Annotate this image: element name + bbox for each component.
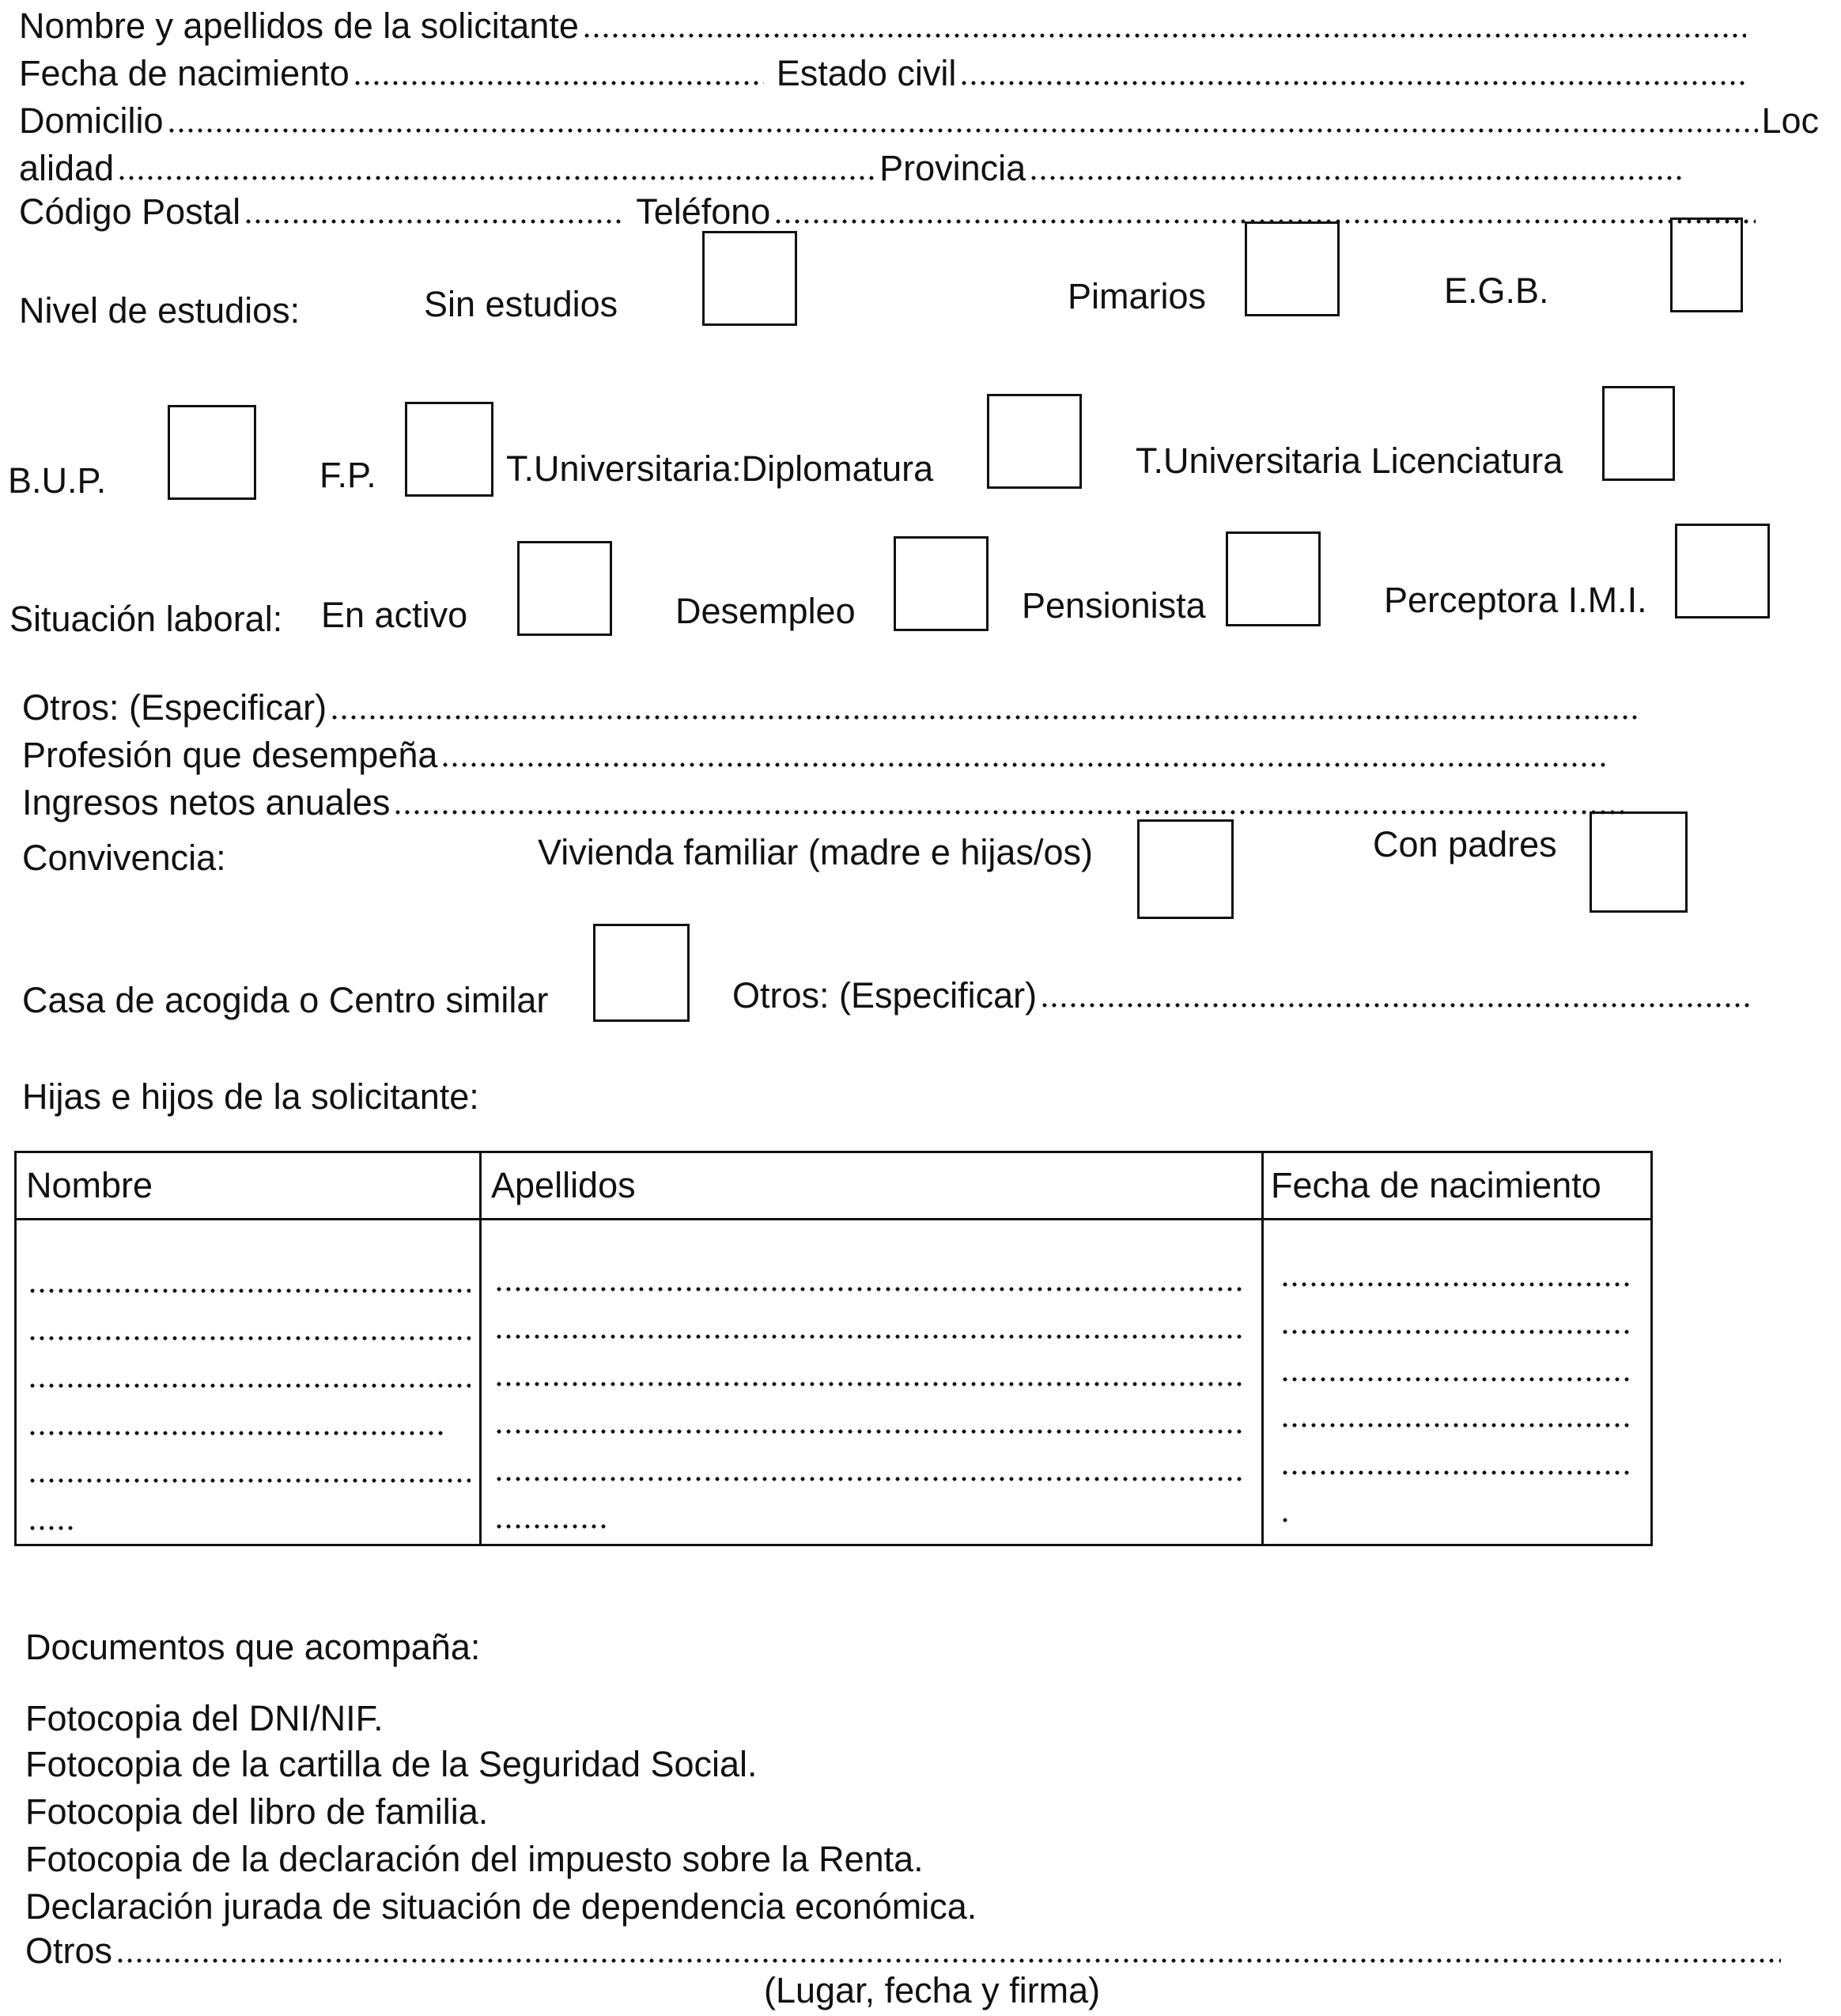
convivencia-otros-label: Otros: (Especificar): [732, 975, 1038, 1016]
estudios-option-label: F.P.: [319, 455, 376, 495]
convivencia-option-label: Vivienda familiar (madre e hijas/os): [538, 832, 1093, 872]
laboral-option-label: Perceptora I.M.I.: [1384, 580, 1647, 620]
domicilio-label: Domicilio: [19, 100, 164, 141]
licenciatura-checkbox[interactable]: [1602, 386, 1675, 481]
estado-civil-label: Estado civil: [776, 53, 957, 93]
estudios-option-label: T.Universitaria:Diplomatura: [506, 448, 934, 489]
estudios-option-label: B.U.P.: [8, 460, 107, 501]
localidad-dotted-field[interactable]: [117, 175, 876, 181]
bup-checkbox[interactable]: [168, 405, 256, 500]
estudios-option-label: Pimarios: [1068, 276, 1207, 316]
alidad-provincia-line: [19, 150, 1688, 186]
en-activo-checkbox[interactable]: [517, 541, 612, 636]
laboral-label: Situación laboral:: [9, 599, 283, 639]
nombre-line[interactable]: [19, 6, 1749, 46]
convivencia-option-label: Con padres: [1373, 824, 1557, 864]
primarios-checkbox[interactable]: [1245, 221, 1340, 316]
perceptora-imi-checkbox[interactable]: [1675, 524, 1770, 618]
laboral-option-label: Desempleo: [675, 591, 856, 631]
hijos-table: [14, 1151, 1653, 1546]
nombre-dotted-field[interactable]: [582, 32, 1746, 39]
table-cell-nombre[interactable]: [28, 1430, 447, 1436]
telefono-label: Teléfono: [636, 191, 771, 232]
ingresos-dotted-field[interactable]: [393, 809, 1629, 815]
table-cell-apellidos[interactable]: [494, 1381, 1246, 1387]
convivencia-label: Convivencia:: [22, 838, 226, 878]
documento-item: Declaración jurada de situación de dependencia económica.: [25, 1886, 977, 1927]
documento-item: Fotocopia del libro de familia.: [25, 1791, 489, 1832]
otros-dotted-field[interactable]: [330, 714, 1642, 721]
desempleo-checkbox[interactable]: [894, 536, 989, 631]
documento-item: Fotocopia del DNI/NIF.: [25, 1698, 384, 1738]
codigo-telefono-line: [19, 191, 1759, 232]
table-cell-fecha[interactable]: [1280, 1329, 1631, 1335]
convivencia-option-label: Casa de acogida o Centro similar: [22, 980, 549, 1020]
loc-label: Loc: [1761, 100, 1819, 141]
table-cell-apellidos[interactable]: [494, 1523, 608, 1530]
con-padres-checkbox[interactable]: [1590, 811, 1688, 913]
table-header-apellidos: Apellidos: [491, 1165, 636, 1205]
table-cell-nombre[interactable]: [28, 1477, 471, 1484]
ingresos-label: Ingresos netos anuales: [22, 782, 391, 823]
table-cell-fecha[interactable]: [1280, 1517, 1290, 1523]
fecha-estado-line: [19, 55, 1749, 91]
table-column-divider: [479, 1153, 482, 1544]
pensionista-checkbox[interactable]: [1226, 531, 1321, 626]
table-cell-apellidos[interactable]: [494, 1476, 1246, 1482]
documentos-otros-label: Otros: [25, 1931, 113, 1971]
table-cell-fecha[interactable]: [1280, 1422, 1631, 1428]
codigo-postal-label: Código Postal: [19, 191, 241, 232]
table-cell-nombre[interactable]: [28, 1382, 471, 1389]
provincia-dotted-field[interactable]: [1029, 175, 1684, 181]
fecha-nacimiento-label: Fecha de nacimiento: [19, 53, 350, 93]
fecha-nacimiento-dotted-field[interactable]: [353, 80, 764, 86]
table-cell-nombre[interactable]: [28, 1525, 75, 1531]
documento-item: Fotocopia de la declaración del impuesto sobre la Renta.: [25, 1839, 924, 1879]
fp-checkbox[interactable]: [405, 402, 493, 497]
table-cell-apellidos[interactable]: [494, 1333, 1246, 1340]
hijos-title: Hijas e hijos de la solicitante:: [22, 1076, 479, 1117]
diplomatura-checkbox[interactable]: [987, 394, 1082, 489]
alidad-label: alidad: [19, 148, 115, 188]
table-column-divider: [1261, 1153, 1264, 1544]
documentos-otros-line: [25, 1933, 1784, 1969]
laboral-option-label: En activo: [321, 595, 468, 635]
documentos-otros-dotted-field[interactable]: [115, 1957, 1781, 1964]
table-cell-apellidos[interactable]: [494, 1428, 1246, 1435]
table-header-divider: [17, 1218, 1650, 1220]
profesion-dotted-field[interactable]: [440, 762, 1610, 768]
table-cell-nombre[interactable]: [28, 1288, 471, 1294]
table-cell-apellidos[interactable]: [494, 1286, 1246, 1292]
table-cell-fecha[interactable]: [1280, 1376, 1631, 1382]
profesion-label: Profesión que desempeña: [22, 735, 438, 775]
convivencia-otros-line: [732, 975, 1752, 1016]
domicilio-dotted-field[interactable]: [167, 127, 1759, 134]
otros-label: Otros: (Especificar): [22, 687, 327, 728]
table-header-nombre: Nombre: [26, 1165, 153, 1205]
estudios-option-label: T.Universitaria Licenciatura: [1136, 441, 1563, 481]
estudios-option-label: E.G.B.: [1444, 270, 1549, 311]
codigo-postal-dotted-field[interactable]: [244, 218, 623, 225]
domicilio-line: [19, 100, 1819, 141]
firma-label: (Lugar, fecha y firma): [764, 1970, 1101, 2010]
nombre-label: Nombre y apellidos de la solicitante: [19, 6, 579, 46]
documentos-title: Documentos que acompaña:: [25, 1627, 481, 1667]
documento-item: Fotocopia de la cartilla de la Seguridad Social.: [25, 1744, 758, 1784]
egb-checkbox[interactable]: [1670, 217, 1743, 312]
otros-line: [22, 687, 1645, 728]
estudios-option-label: Sin estudios: [424, 284, 618, 324]
table-cell-nombre[interactable]: [28, 1335, 471, 1341]
convivencia-otros-dotted-field[interactable]: [1040, 1002, 1749, 1008]
table-header-fecha: Fecha de nacimiento: [1271, 1165, 1601, 1205]
table-cell-fecha[interactable]: [1280, 1281, 1631, 1288]
estudios-label: Nivel de estudios:: [19, 290, 301, 331]
casa-acogida-checkbox[interactable]: [593, 924, 690, 1022]
vivienda-familiar-checkbox[interactable]: [1137, 819, 1234, 919]
sin-estudios-checkbox[interactable]: [702, 231, 797, 326]
laboral-option-label: Pensionista: [1022, 585, 1206, 626]
table-cell-fecha[interactable]: [1280, 1469, 1631, 1476]
provincia-label: Provincia: [879, 148, 1026, 188]
ingresos-line: [22, 782, 1632, 823]
estado-civil-dotted-field[interactable]: [959, 80, 1746, 86]
profesion-line: [22, 737, 1613, 773]
